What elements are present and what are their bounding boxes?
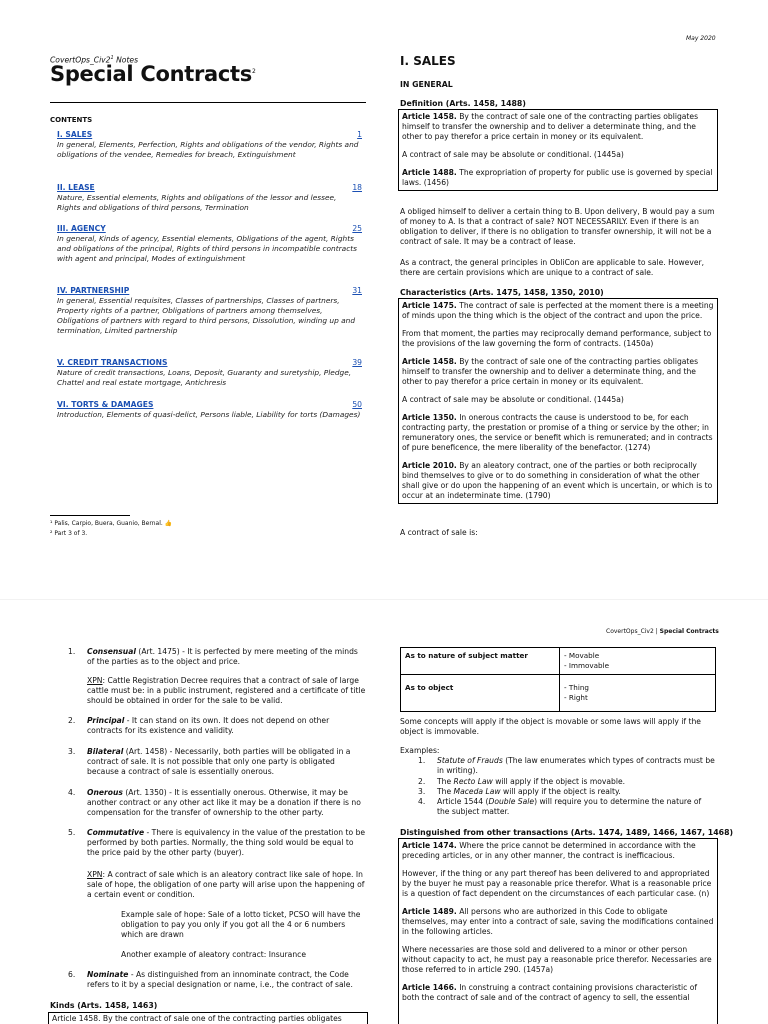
toc-link-partnership[interactable]: IV. PARTNERSHIP (57, 286, 130, 295)
contents-heading: CONTENTS (50, 116, 93, 124)
dist-text-2: However, if the thing or any part thereof has been delivered to and appropriated by the buyer he must pay a reasonable price therefor. What is a reasonable price is a question of fact dependent on the circumstances of each particular case. (n) (402, 869, 712, 898)
definition-heading: Definition (Arts. 1458, 1488) (400, 99, 526, 108)
item-body-4 (68, 788, 366, 818)
toc-page-partnership[interactable]: 31 (352, 286, 362, 295)
table-key-nature: As to nature of subject matter (401, 648, 560, 675)
notes-sup: 1 (110, 55, 114, 61)
distinguished-heading: Distinguished from other transactions (Arts. 1474, 1489, 1466, 1467, 1468) (400, 828, 734, 837)
example-pre-4: Article 1544 ( (437, 797, 489, 806)
item-num-2: 2. (68, 716, 76, 725)
page-title (50, 62, 256, 86)
char-art-5: Article 1350. (402, 413, 457, 422)
example-rest-1: (The law enumerates which types of contracts must be in writing). (437, 756, 715, 775)
toc-page-agency[interactable]: 25 (352, 224, 362, 233)
toc-page-torts[interactable]: 50 (352, 400, 362, 409)
char-para-3 (402, 357, 714, 387)
table-key-object: As to object (401, 675, 560, 712)
item-term-1: Consensual (87, 647, 136, 656)
toc-desc-partnership: In general, Essential requisites, Classes of partnerships, Classes of partners, Property rights of a partner, Obligations of partners among themselves, Obligations of partners with regard to third persons, Dissolution, winding up and termination, Limited partnership (57, 296, 356, 335)
list-item-onerous (68, 788, 366, 818)
item-term-4: Onerous (87, 788, 123, 797)
date-label: May 2020 (686, 35, 716, 42)
notes-suffix: Notes (113, 55, 139, 65)
example-num-1: 1. (418, 756, 426, 765)
item-rest-6: - As distinguished from an innominate contract, the Code refers to it by a special designation or name, i.e., the contract of sale. (87, 970, 353, 989)
char-para-1 (402, 301, 714, 321)
example-item-2 (418, 777, 716, 787)
char-text-5: In onerous contracts the cause is understood to be, for each contracting party, the prestation or promise of a thing or service by the other; in remuneratory ones, the service or benefit which is remunerated; and in contracts of pure beneficence, the mere liberality of the benefactor. (1274) (402, 413, 713, 452)
char-text-1: The contract of sale is perfected at the moment there is a meeting of minds upon the thing which is the object of the contract and upon the price. (402, 301, 714, 320)
table-values-nature (560, 648, 716, 675)
kinds-table (400, 647, 716, 712)
table-value: - Immovable (564, 661, 610, 670)
footnote-1: ¹ Palis, Carpio, Buera, Guanio, Bernal. 👍 (50, 520, 173, 527)
example-rest-3: will apply if the object is realty. (500, 787, 621, 796)
char-text-6: By an aleatory contract, one of the parties or both reciprocally bind themselves to give or to do something in consideration of what the other shall give or do upon the happening of an event which is uncertain, or which is to occur at an indeterminate time. (1790) (402, 461, 713, 500)
toc-item-partnership[interactable] (57, 286, 362, 336)
title-divider (50, 102, 366, 103)
char-text-2: From that moment, the parties may reciprocally demand performance, subject to the provisions of the law governing the form of contracts. (1450a) (402, 329, 712, 348)
example-body-3 (418, 787, 716, 797)
toc-link-lease[interactable]: II. LEASE (57, 183, 95, 192)
toc-link-sales[interactable]: I. SALES (57, 130, 93, 139)
notes-prefix: CovertOps_Civ2 (50, 55, 111, 65)
item-term-3: Bilateral (87, 747, 124, 756)
list-item-bilateral (68, 747, 366, 777)
page-2 (0, 600, 768, 1024)
list-item-principal (68, 716, 366, 736)
item-body-6 (68, 970, 366, 990)
char-text-3: By the contract of sale one of the contracting parties obligates himself to transfer the ownership and to deliver a determinate thing, and the other to pay therefor a price certain in money or its equivalent. (402, 357, 699, 386)
footnote-divider (50, 515, 130, 516)
item-body-3 (68, 747, 366, 777)
toc-desc-credit: Nature of credit transactions, Loans, Deposit, Guaranty and suretyship, Pledge, Chattel and real estate mortgage, Antichresis (57, 368, 352, 387)
definition-box (398, 109, 718, 191)
item-rest-2: - It can stand on its own. It does not depend on other contracts for its existence and validity. (87, 716, 330, 735)
characteristics-heading: Characteristics (Arts. 1475, 1458, 1350, 2010) (400, 288, 604, 297)
item-num-4: 4. (68, 788, 76, 797)
table-row (401, 648, 716, 675)
example-num-4: 4. (418, 797, 426, 806)
dist-art-1: Article 1474. (402, 841, 457, 850)
def-art-1: Article 1458. (402, 112, 457, 121)
xpn-label-2: XPN (87, 870, 103, 879)
example-body-1 (418, 756, 716, 776)
example-item-3 (418, 787, 716, 797)
section-title: I. SALES (400, 54, 456, 68)
dist-text-3: All persons who are authorized in this Code to obligate themselves, may enter into a contract of sale, saving the modifications contained in the following articles. (402, 907, 714, 936)
item-num-6: 6. (68, 970, 76, 979)
toc-item-agency[interactable] (57, 224, 362, 264)
dist-text-4: Where necessaries are those sold and delivered to a minor or other person without capacity to act, he must pay a reasonable price therefor. Necessaries are those referred to in article 290. (1457a) (402, 945, 712, 974)
toc-link-torts[interactable]: VI. TORTS & DAMAGES (57, 400, 154, 409)
general-principles-paragraph: As a contract, the general principles in ObliCon are applicable to sale. However, there are certain provisions which are unique to a contract of sale. (400, 258, 705, 277)
xpn-aleatory (87, 870, 366, 900)
example-body-2 (418, 777, 716, 787)
item-num-3: 3. (68, 747, 76, 756)
toc-link-credit[interactable]: V. CREDIT TRANSACTIONS (57, 358, 168, 367)
table-value: - Movable (564, 651, 600, 660)
item-body-1 (68, 647, 366, 667)
toc-item-torts[interactable] (57, 400, 362, 420)
contract-of-sale-is: A contract of sale is: (400, 528, 478, 537)
toc-desc-lease: Nature, Essential elements, Rights and obligations of the lessor and lessee, Rights and obligations of third persons, Termination (57, 193, 337, 212)
example-item-1 (418, 756, 716, 776)
item-num-1: 1. (68, 647, 76, 656)
dist-para-4 (402, 945, 714, 975)
item-num-5: 5. (68, 828, 76, 837)
header-sep: | (653, 628, 660, 635)
toc-desc-torts: Introduction, Elements of quasi-delict, Persons liable, Liability for torts (Damages) (57, 410, 361, 419)
toc-desc-agency: In general, Kinds of agency, Essential elements, Obligations of the agent, Rights and obligations of the principal, Rights of third persons in incompatible contracts with agent and principal, Modes of extinguishment (57, 234, 358, 263)
example-aleatory: Another example of aleatory contract: Insurance (121, 950, 306, 959)
kinds-box: Article 1458. By the contract of sale one of the contracting parties obligates (48, 1012, 368, 1024)
concepts-paragraph: Some concepts will apply if the object is movable or some laws will apply if the object is immovable. (400, 717, 701, 736)
header-left: CovertOps_Civ2 (606, 628, 654, 635)
table-value: - Right (564, 693, 588, 702)
example-it-4: Double Sale (488, 797, 535, 806)
example-pre-2: The (437, 777, 454, 786)
char-para-6 (402, 461, 714, 501)
def-art-3: Article 1488. (402, 168, 457, 177)
distinguished-box (398, 838, 718, 1024)
item-body-5 (68, 828, 366, 858)
table-values-object (560, 675, 716, 712)
toc-item-credit[interactable] (57, 358, 362, 388)
char-para-4 (402, 395, 714, 405)
examples-heading: Examples: (400, 746, 440, 755)
xpn-text-2: : A contract of sale which is an aleatory contract like sale of hope. In sale of hope, the obligation of one party will arise upon the happening of a certain event or condition. (87, 870, 365, 899)
table-row (401, 675, 716, 712)
example-rest-4: ) will require you to determine the nature of the subject matter. (437, 797, 702, 816)
list-item-nominate (68, 970, 366, 990)
toc-item-lease[interactable] (57, 183, 362, 213)
xpn-cattle (87, 676, 366, 706)
char-art-6: Article 2010. (402, 461, 457, 470)
xpn-label-1: XPN (87, 676, 103, 685)
toc-item-sales[interactable] (57, 130, 362, 160)
example-num-2: 2. (418, 777, 426, 786)
char-art-3: Article 1458. (402, 357, 457, 366)
example-it-3: Maceda Law (453, 787, 501, 796)
list-item-commutative (68, 828, 366, 858)
list-item-consensual (68, 647, 366, 667)
example-it-1: Statute of Frauds (437, 756, 503, 765)
item-rest-4: (Art. 1350) - It is essentially onerous. Otherwise, it may be another contract or any other act like it may be a donation if there is no compensation for the transfer of ownership to the other party. (87, 788, 361, 817)
char-para-5 (402, 413, 714, 453)
toc-page-credit[interactable]: 39 (352, 358, 362, 367)
char-para-2 (402, 329, 714, 349)
obligation-paragraph: A obliged himself to deliver a certain thing to B. Upon delivery, B would pay a sum of money to A. Is that a contract of sale? NOT NECESSARILY. Even if there is an obligation to deliver, if there is no obligation to transfer ownership, it will not be a contract of sale. It may be a contract of lease. (400, 207, 715, 246)
header-right: Special Contracts (659, 628, 719, 635)
def-text-3: The expropriation of property for public use is governed by special laws. (1456) (402, 168, 713, 187)
def-text-2: A contract of sale may be absolute or conditional. (1445a) (402, 150, 624, 159)
dist-text-1: Where the price cannot be determined in accordance with the preceding articles, or in any other manner, the contract is inefficacious. (402, 841, 696, 860)
def-para-2 (402, 150, 714, 160)
dist-text-5: In construing a contract containing provisions characteristic of both the contract of sale and of the contract of agency to sell, the essential (402, 983, 698, 1002)
in-general-heading: IN GENERAL (400, 80, 453, 89)
def-text-1: By the contract of sale one of the contracting parties obligates himself to transfer the ownership and to deliver a determinate thing, and the other to pay therefor a price certain in money or its equivalent. (402, 112, 699, 141)
dist-art-3: Article 1489. (402, 907, 457, 916)
dist-art-5: Article 1466. (402, 983, 457, 992)
item-rest-5: - There is equivalency in the value of the prestation to be performed by both parties. Normally, the thing sold would be equal to the price paid by the other party (buyer). (87, 828, 366, 857)
item-term-2: Principal (87, 716, 125, 725)
characteristics-box (398, 298, 718, 504)
title-sup: 2 (251, 68, 256, 75)
example-sale-of-hope: Example sale of hope: Sale of a lotto ticket, PCSO will have the obligation to pay you only if you got all the 4 or 6 numbers which are drawn (121, 910, 361, 939)
dist-para-3 (402, 907, 714, 937)
example-body-4 (418, 797, 716, 817)
dist-para-2 (402, 869, 714, 899)
example-num-3: 3. (418, 787, 426, 796)
dist-para-5 (402, 983, 714, 1003)
char-text-4: A contract of sale may be absolute or conditional. (1445a) (402, 395, 624, 404)
xpn-text-1: : Cattle Registration Decree requires that a contract of sale of large cattle must be: in a public instrument, registered and a certificate of title should be obtained in order for the sale to be valid. (87, 676, 366, 705)
dist-para-1 (402, 841, 714, 861)
table-value: - Thing (564, 683, 589, 692)
def-para-3 (402, 168, 714, 188)
item-rest-1: (Art. 1475) - It is perfected by mere meeting of the minds of the parties as to the object and price. (87, 647, 358, 666)
toc-desc-sales: In general, Elements, Perfection, Rights and obligations of the vendor, Rights and obligations of the vendee, Remedies for breach, Extinguishment (57, 140, 359, 159)
footnote-2: ² Part 3 of 3. (50, 530, 88, 537)
def-para-1 (402, 112, 714, 142)
example-pre-3: The (437, 787, 454, 796)
page-title-text: Special Contracts (50, 62, 252, 86)
example-rest-2: will apply if the object is movable. (492, 777, 626, 786)
item-body-2 (68, 716, 366, 736)
item-term-5: Commutative (87, 828, 145, 837)
toc-page-sales[interactable]: 1 (357, 130, 362, 139)
item-rest-3: (Art. 1458) - Necessarily, both parties will be obligated in a contract of sale. It is not possible that only one party is obligated because a contract of sale is essentially onerous. (87, 747, 351, 776)
page-header (606, 628, 719, 635)
kinds-heading: Kinds (Arts. 1458, 1463) (50, 1001, 158, 1010)
char-art-1: Article 1475. (402, 301, 457, 310)
example-item-4 (418, 797, 716, 817)
example-it-2: Recto Law (453, 777, 493, 786)
toc-page-lease[interactable]: 18 (352, 183, 362, 192)
item-term-6: Nominate (87, 970, 129, 979)
toc-link-agency[interactable]: III. AGENCY (57, 224, 106, 233)
